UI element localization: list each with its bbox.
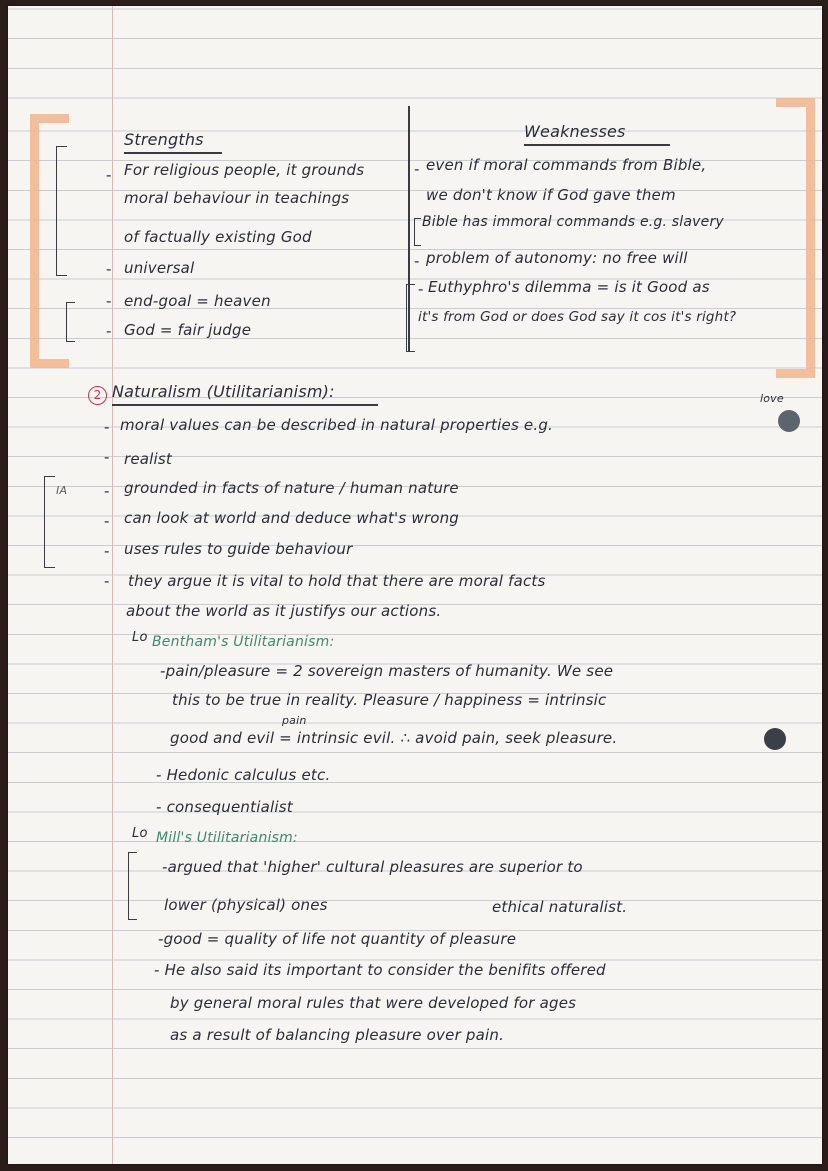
naturalism-point: moral values can be described in natural properties e.g.	[120, 416, 554, 434]
bullet-dash: -	[104, 542, 110, 560]
naturalism-point: uses rules to guide behaviour	[124, 540, 353, 558]
mill-point: - He also said its important to consider the benifits offered	[154, 961, 606, 979]
mill-heading: Mill's Utilitarianism:	[156, 830, 298, 846]
weaknesses-underline	[524, 144, 670, 146]
section-title-underline	[112, 404, 378, 406]
bullet-dash: -	[104, 418, 110, 436]
mill-point: lower (physical) ones	[164, 896, 328, 914]
mill-point: -good = quality of life not quantity of pleasure	[158, 930, 517, 948]
strengths-bracket-bottom	[66, 302, 75, 342]
bullet-dash: -	[106, 260, 112, 278]
bracket-mark: IA	[56, 484, 68, 497]
margin-line	[112, 6, 113, 1164]
weakness-item: problem of autonomy: no free will	[426, 249, 688, 267]
naturalism-point: about the world as it justifys our actions.	[126, 602, 442, 620]
strengths-bracket-top	[56, 146, 67, 276]
naturalism-point: grounded in facts of nature / human nature	[124, 479, 459, 497]
highlight-bracket-right	[776, 98, 815, 378]
strength-item: universal	[124, 259, 195, 277]
strengths-heading: Strengths	[124, 130, 204, 149]
mill-point: by general moral rules that were developed for ages	[170, 994, 577, 1012]
love-note: love	[760, 392, 784, 405]
bullet-dash: -	[104, 512, 110, 530]
weakness-item: we don't know if God gave them	[426, 186, 676, 204]
notebook-page	[8, 6, 822, 1164]
section-number-badge: 2	[88, 386, 107, 405]
mill-point: -argued that 'higher' cultural pleasures are superior to	[162, 858, 583, 876]
weakness-item: it's from God or does God say it cos it's right?	[418, 309, 737, 325]
section-title: Naturalism (Utilitarianism):	[112, 382, 335, 401]
punch-hole	[764, 728, 786, 750]
pain-correction: pain	[282, 714, 307, 727]
bullet-dash: -	[418, 280, 424, 298]
arrow-mark: Lo	[132, 826, 148, 841]
strengths-underline	[124, 152, 222, 154]
weakness-item: even if moral commands from Bible,	[426, 156, 707, 174]
weakness-bracket	[414, 218, 421, 246]
strength-item: of factually existing God	[124, 228, 312, 246]
bullet-dash: -	[104, 482, 110, 500]
naturalism-point: they argue it is vital to hold that there are moral facts	[128, 572, 546, 590]
bentham-point: - consequentialist	[156, 798, 293, 816]
naturalism-point: realist	[124, 450, 173, 468]
weakness-item: Bible has immoral commands e.g. slavery	[422, 214, 724, 230]
bullet-dash: -	[104, 448, 110, 466]
bullet-dash: -	[104, 572, 110, 590]
bullet-dash: -	[106, 322, 112, 340]
strength-item: For religious people, it grounds	[124, 161, 365, 179]
bullet-dash: -	[106, 292, 112, 310]
strength-item: God = fair judge	[124, 321, 252, 339]
arrow-mark: Lo	[132, 630, 148, 645]
strength-item: end-goal = heaven	[124, 292, 271, 310]
mill-bracket	[128, 852, 137, 920]
mill-point: as a result of balancing pleasure over pain.	[170, 1026, 505, 1044]
bullet-dash: -	[414, 252, 420, 270]
bullet-dash: -	[106, 166, 112, 184]
naturalism-bracket	[44, 476, 55, 568]
naturalism-point: can look at world and deduce what's wrong	[124, 509, 460, 527]
bentham-point: good and evil = intrinsic evil. ∴ avoid pain, seek pleasure.	[170, 729, 618, 747]
bentham-point: - Hedonic calculus etc.	[156, 766, 331, 784]
bentham-heading: Bentham's Utilitarianism:	[152, 634, 335, 650]
strength-item: moral behaviour in teachings	[124, 189, 350, 207]
mill-annotation: ethical naturalist.	[492, 898, 628, 916]
weakness-item: Euthyphro's dilemma = is it Good as	[428, 278, 710, 296]
bullet-dash: -	[414, 160, 420, 178]
bentham-point: -pain/pleasure = 2 sovereign masters of humanity. We see	[160, 662, 614, 680]
bentham-point: this to be true in reality. Pleasure / happiness = intrinsic	[172, 691, 607, 709]
punch-hole	[778, 410, 800, 432]
weaknesses-heading: Weaknesses	[524, 122, 626, 141]
euthyphro-bracket	[406, 284, 415, 352]
